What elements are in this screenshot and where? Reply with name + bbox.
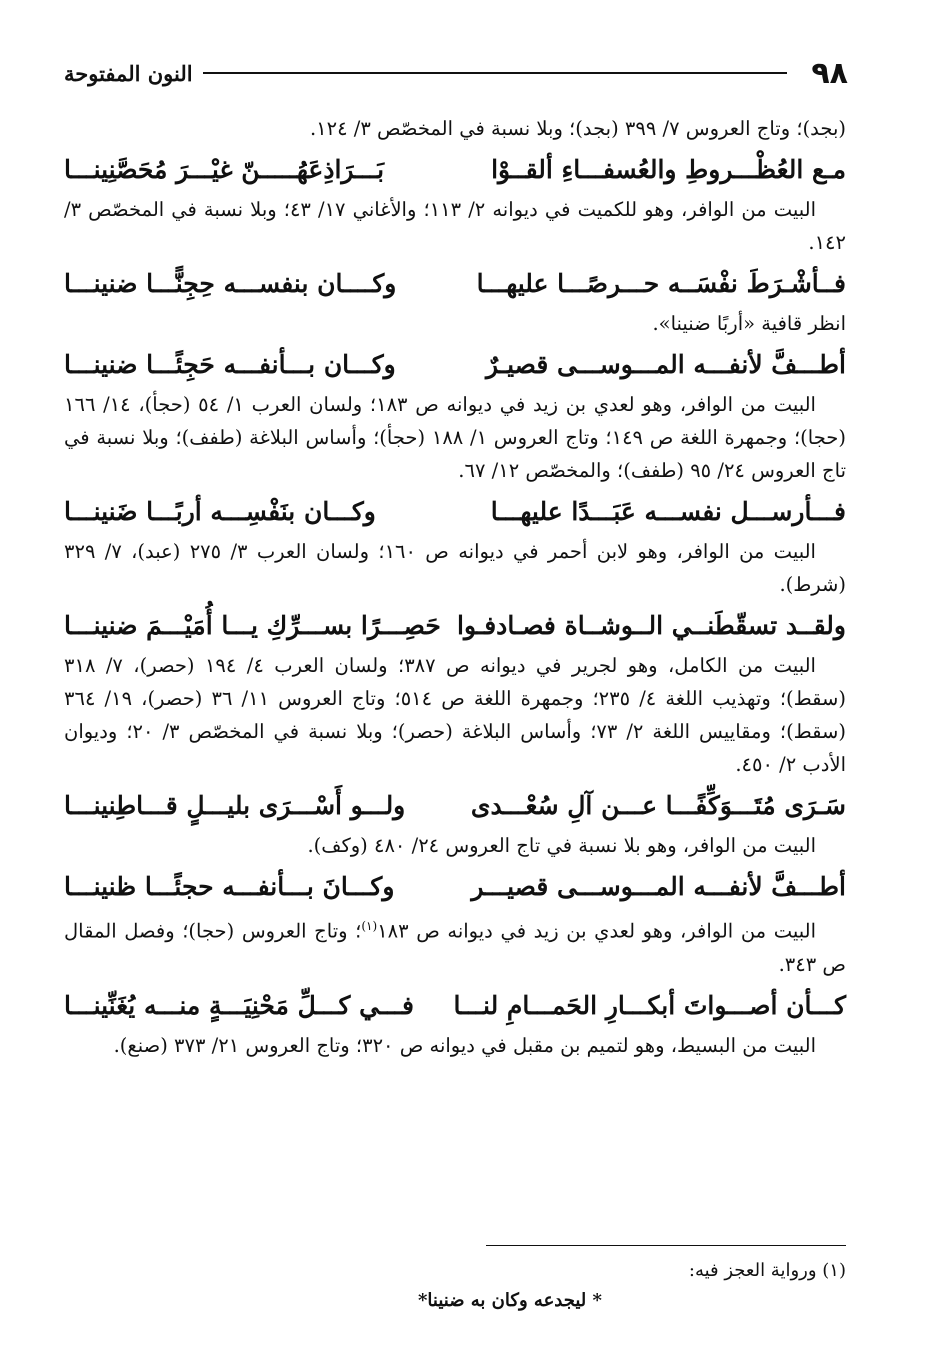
entry-prose: البيت من الوافر، وهو للكميت في ديوانه ٢/ ١١٣؛ والأغاني ١٧/ ٤٣؛ وبلا نسبة في المخصّص ٣/ ١٤٢. bbox=[64, 198, 846, 254]
verse-first-hemistich: فــأشْـرَطَ نفْسَــه حـــرصًـــا عليهـــا bbox=[476, 269, 846, 298]
footnotes bbox=[64, 1256, 846, 1316]
header-rule bbox=[203, 72, 788, 74]
verse-second-hemistich: ولـــو أَسْـــرَى بليـــلٍ قـــاطِنينـــا bbox=[64, 791, 406, 820]
verse-line bbox=[64, 983, 846, 1029]
entry-prose: البيت من الوافر، وهو لعدي بن زيد في ديوانه ص ١٨٣$^{(١)}$؛ وتاج العروس (حجا)؛ وفصل المقال ص ٣٤٣. bbox=[64, 919, 846, 976]
footnote-marker: (١) bbox=[361, 919, 378, 933]
verse-second-hemistich: وكــــان بنفســـه حِجِنًّـــا ضنينـــا bbox=[64, 269, 397, 298]
verse-first-hemistich: ولقــد تسقّطَنــي الــوشــاة فصـادفـوا bbox=[457, 611, 846, 640]
verse-line bbox=[64, 603, 846, 649]
verse-second-hemistich: وكـــان بنَفْسِـــه أربًـــا ضَنينـــا bbox=[64, 497, 376, 526]
verse-line bbox=[64, 342, 846, 388]
entry-prose: البيت من البسيط، وهو لتميم بن مقبل في ديوانه ص ٣٢٠؛ وتاج العروس ٢١/ ٣٧٣ (صنع). bbox=[113, 1033, 816, 1057]
verse-first-hemistich: فـــأرســـل نفســـه عَبَـــدًا عليهـــا bbox=[490, 497, 846, 526]
running-title: النون المفتوحة bbox=[64, 60, 193, 86]
verse-first-hemistich: سَـرَى مُتَـــوَكِّفًـــا عـــن آلِ سُعْـــدى bbox=[470, 791, 846, 820]
verse-second-hemistich: وكـــان بـــأنفـــه حَجِئًـــا ضنينـــا bbox=[64, 350, 396, 379]
verse-line bbox=[64, 864, 846, 910]
verse-first-hemistich: مـع العُظْـــروطِ والعُسفـــاءِ ألقــوْا bbox=[491, 155, 846, 184]
page-header bbox=[64, 55, 848, 91]
footnote-text: (١) ورواية العجز فيه: bbox=[688, 1260, 846, 1281]
entry-prose: انظر قافية «أربًا ضنينا». bbox=[652, 312, 846, 335]
verse-second-hemistich: فـــي كـــلِّ مَحْنِيَـــةٍ منـــه يُغَنِّينـــا bbox=[64, 990, 414, 1020]
entry-prose: البيت من الوافر، وهو بلا نسبة في تاج العروس ٢٤/ ٤٨٠ (وكف). bbox=[307, 834, 816, 857]
entry-prose: (بجد)؛ وتاج العروس ٧/ ٣٩٩ (بجد)؛ وبلا نسبة في المخصّص ٣/ ١٢٤. bbox=[309, 117, 846, 140]
verse-first-hemistich: كـــأن أصـــواتَ أبكـــارِ الحَمـــامِ لنـــا bbox=[453, 990, 846, 1020]
verse-second-hemistich: وكـــانَ بـــأنفـــه حجئًـــا ظنينـــا bbox=[64, 872, 395, 901]
entry-prose: البيت من الوافر، وهو لابن أحمر في ديوانه ص ١٦٠؛ ولسان العرب ٣/ ٢٧٥ (عبد)، ٧/ ٣٢٩ (شرط). bbox=[64, 540, 846, 596]
verse-second-hemistich: بَـــرَاذِعَهُـــــنّ غيْـــرَ مُحَصَّنِينـــا bbox=[64, 155, 385, 184]
page-number: ٩٨ bbox=[811, 55, 848, 91]
verse-line bbox=[64, 489, 846, 535]
verse-line bbox=[64, 783, 846, 829]
footnote-verse: * ليجدعه وكان به ضنينا* bbox=[418, 1290, 602, 1311]
footnote-separator bbox=[486, 1245, 846, 1246]
verse-second-hemistich: حَصِـــرًا بســـرِّكِ يـــا أُمَيْـــمَ ضنينـــا bbox=[64, 611, 441, 640]
page-body bbox=[64, 112, 846, 1064]
verse-first-hemistich: أطـــفَّ لأنفـــه المـــوســـى قصيـرٌ bbox=[486, 350, 846, 379]
entry-prose: البيت من الكامل، وهو لجرير في ديوانه ص ٣٨٧؛ ولسان العرب ٤/ ١٩٤ (حصر)، ٧/ ٣١٨ (سقط)؛ وتهذيب اللغة ٤/ ٢٣٥؛ وجمهرة اللغة ص ٥١٤؛ وتاج العروس ١١/ ٣٦ (حصر)، ١٩/ ٣٦٤ (سقط)؛ ومقاييس اللغة ٢/ ٧٣؛ وأساس البلاغة (حصر)؛ وبلا نسبة في المخصّص ٣/ ٢٠؛ وديوان الأدب ٢/ ٤٥٠. bbox=[64, 654, 846, 776]
verse-line bbox=[64, 261, 846, 307]
verse-first-hemistich: أطـــفَّ لأنفـــه المـــوســـى قصيـــر bbox=[471, 872, 846, 901]
verse-line bbox=[64, 147, 846, 193]
entry-prose: البيت من الوافر، وهو لعدي بن زيد في ديوانه ص ١٨٣؛ ولسان العرب ١/ ٥٤ (حجأ)، ١٤/ ١٦٦ (حجا)؛ وجمهرة اللغة ص ١٤٩؛ وتاج العروس ١/ ١٨٨ (حجأ)؛ وأساس البلاغة (طفف)؛ وبلا نسبة في تاج العروس ٢٤/ ٩٥ (طفف)؛ والمخصّص ١٢/ ٦٧. bbox=[64, 393, 846, 482]
